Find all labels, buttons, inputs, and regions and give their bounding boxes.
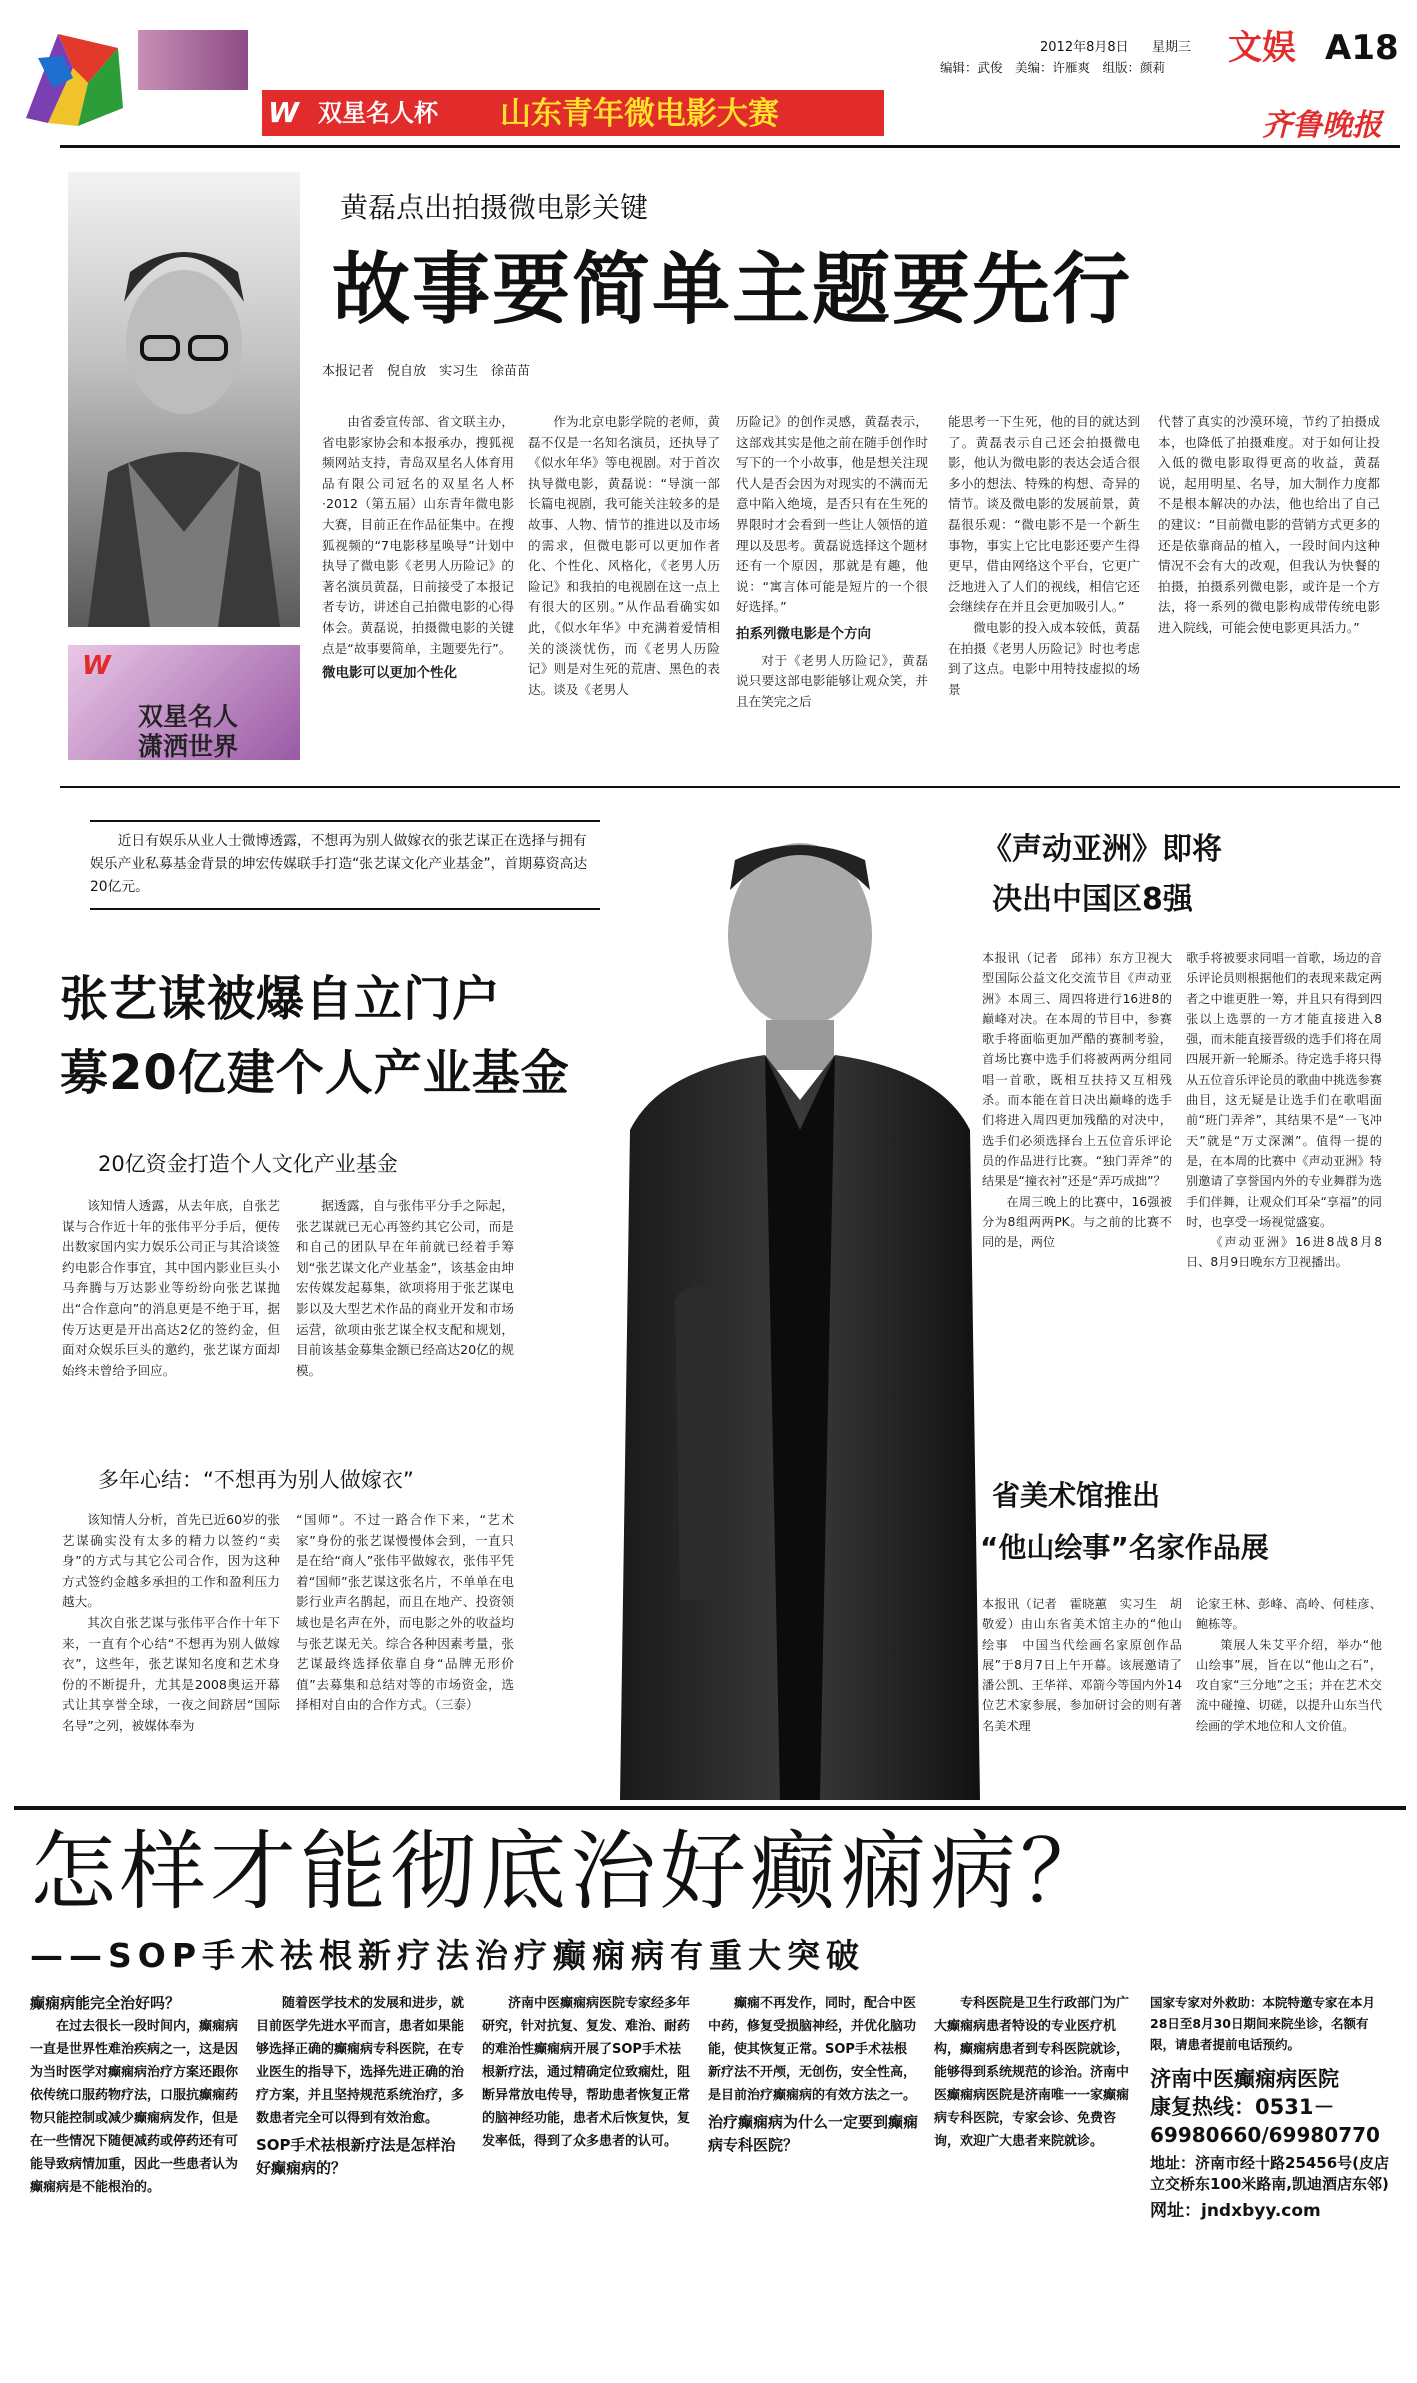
article3-col1-text: 东方卫视大型国际公益文化交流节目《声动亚洲》本周三、周四将进行16进8的巅峰对决。在本周的节目中，参赛歌手将面临更加严酷的赛制考验，首场比赛中选手们将被两两分组同唱一首歌，既相互扶持又互相残杀。而本能在首日决出巅峰的选手们将进入周四更加残酷的对决中，选手们必须选择台上五位音乐评论员的作品进行比赛。“独门弄斧”的结果是“撞衣衬”还是“弄巧成拙”？ [982,951,1173,1189]
star-logo-icon [18,28,128,128]
section-name: 文娱 [1228,28,1296,68]
ad-col5 [934,1992,1134,2153]
ad-brand-icon: W [82,651,111,681]
ad-col2 [256,1992,466,2180]
article2-p2b-text: “国师”。不过一路合作下来，“艺术家”身份的张艺谋慢慢体会到，一直只是在给“商人”张伟平做嫁衣，张伟平凭着“国师”张艺谋这张名片，不单单在电影行业声名鹊起，而且在地产、投资领域也是名声在外，而电影之外的收益均与张艺谋无关。综合各种因素考量，张艺谋最终选择依靠自身“品牌无形价值”去募集和总结对等的市场资金，选择相对自由的合作方式。 [296,1512,514,1713]
ad-c5-text: 专科医院是卫生行政部门为广大癫痫病患者特设的专业医疗机构，癫痫病患者到专科医院就诊，能够得到系统规范的诊治。济南中医癫痫病医院是济南唯一一家癫痫病专科医院，专家会诊、免费咨询，欢迎广大患者来院就诊。 [934,1996,1130,2149]
article2-p2b [296,1510,514,1716]
article1-headline: 故事要简单主题要先行 [332,245,1133,335]
ad-col1 [30,1992,240,2199]
article4-col2b-text: 策展人朱艾平介绍，举办“他山绘事”展，旨在以“他山之石”，攻自家“三分地”之玉；并在艺术交流中碰撞、切磋，以提升山东当代绘画的学术地位和人文价值。 [1196,1637,1382,1733]
article1-col4-text: 能思考一下生死，他的目的就达到了。黄磊表示自己还会拍摄微电影，他认为微电影的表达会适合很多小的想法、特殊的构想、奇异的情节。谈及微电影的发展前景，黄磊很乐观：“微电影不是一个新生事物，事实上它比电影还要产生得更早，借由网络这个平台，它更广泛地进入了人们的视线，相信它还会继续存在并且会更加吸引人。” [948,414,1140,615]
article1-col4b-text: 微电影的投入成本较低，黄磊在拍摄《老男人历险记》时也考虑到了这点。电影中用特技虚拟的场景 [948,619,1140,697]
article3-col1b-text: 在周三晚上的比赛中，16强被分为8组两两PK。与之前的比赛不同的是，两位 [982,1194,1172,1250]
section-rule-1 [60,786,1400,788]
article4-col1-text: 由山东省美术馆主办的“他山绘事 中国当代绘画名家原创作品展”于8月7日上午开幕。该展邀请了潘公凯、王华祥、邓箭今等国内外14位艺术家参展，参加研讨会的则有著名美术理 [982,1617,1182,1733]
article1-sub1: 微电影可以更加个性化 [322,665,457,682]
huang-lei-ad-box [68,645,300,760]
article3-col2-text: 歌手将被要求同唱一首歌，场边的音乐评论员则根据他们的表现来裁定两者之中谁更胜一筹，并且只有得到四张以上选票的一方才能直接进入8强，而未能直接晋级的选手们将在周四展开新一轮厮杀。待定选手将只得从五位音乐评论员的歌曲中挑选参赛曲目，这无疑是让选手们在歌唱面前“班门弄斧”，其结果不是“一飞冲天”就是“万丈深渊”。值得一提的是，在本周的比赛中《声动亚洲》特别邀请了享誉国内外的专业舞群为选手们伴舞，让观众们耳朵“享福”的同时，也享受一场视觉盛宴。 [1186,951,1382,1229]
editors-line: 编辑：武俊 美编：许雁爽 组版：颜莉 [940,60,1166,75]
article1-sub2: 拍系列微电影是个方向 [736,625,871,642]
ad-c2-text: 随着医学技术的发展和进步，就目前医学先进水平而言，患者如果能够选择正确的癫痫病专科医院，在专业医生的指导下，选择先进正确的治疗方案，并且坚持规范系统治疗，多数患者完全可以得到有效治愈。 [256,1996,465,2126]
ad-address: 地址：济南市经十路25456号(皮店立交桥东100米路南,凯迪酒店东邻) [1150,2154,1390,2193]
article4-col1 [982,1594,1182,1736]
article4-headline-2: “他山绘事”名家作品展 [980,1531,1269,1564]
brand-logo-icon: W [268,96,299,129]
ad-c4-text: 癫痫不再发作，同时，配合中医中药，修复受损脑神经，并优化脑功能，使其恢复正常。SOP手术祛根新疗法不开颅，无创伤，安全性高，是目前治疗癫痫病的有效方法之一。 [708,1996,917,2103]
paper-name: 齐鲁晚报 [1262,108,1382,143]
contest-title: 山东青年微电影大赛 [500,96,779,132]
article2-sub2: 多年心结：“不想再为别人做嫁衣” [98,1468,414,1492]
article4-col2 [1196,1594,1382,1736]
issue-weekday: 星期三 [1152,40,1192,55]
article1-col2 [528,412,720,700]
ad-col3 [482,1992,692,2153]
ad-hotline-label: 康复热线： [1150,2095,1255,2119]
ad-c6-text: 国家专家对外救助：本院特邀专家在本月28日至8月30日期间来院坐诊，名额有限，请患者提前电话预约。 [1150,1995,1376,2052]
article2-sign: （三泰） [434,1697,479,1713]
article2-headline-1: 张艺谋被爆自立门户 [60,971,502,1027]
article3-col2 [1186,948,1382,1273]
article2-p1b: 据透露，自与张伟平分手之际起，张艺谋就已无心再签约其它公司，而是和自己的团队早在年前就已经着手筹划“张艺谋文化产业基金”，该基金由坤宏传媒发起募集，欲项将用于张艺谋电影以及大型艺术作品的商业开发和市场运营，欲项由张艺谋全权支配和规划，目前该基金募集金额已经高达20亿的规模。 [296,1198,514,1378]
article2-lead-box [90,820,600,910]
article3-headline-1: 《声动亚洲》即将 [982,832,1222,867]
article1-col3 [736,412,928,712]
header-rule [60,145,1400,148]
ad-col6 [1150,1992,1390,2222]
article4-col2-text: 论家王林、彭峰、高岭、何桂彦、鲍栋等。 [1196,1597,1382,1632]
header-photo-banner [138,30,248,90]
article1-col5 [1158,412,1380,639]
article3-col1 [982,948,1172,1252]
issue-date: 2012年8月8日 [1040,40,1129,55]
article1-col4 [948,412,1140,700]
ad-headline: 怎样才能彻底治好癫痫病？ [30,1822,1110,1922]
article3-byline-and-text [982,948,1172,1192]
ad-hotline1: 0531－ [1255,2095,1335,2119]
article1-col1 [322,412,514,684]
article2-col2 [296,1196,514,1381]
ad-hotline-label-line [1150,2093,1390,2121]
ad-hotline2: 69980660/69980770 [1150,2123,1380,2147]
article1-col1-text: 由省委宣传部、省文联主办，省电影家协会和本报承办，搜狐视频网站支持，青岛双星名人体育用品有限公司冠名的双星名人杯·2012（第五届）山东青年微电影大赛，目前正在作品征集中。在搜狐视频的“7电影移星唤导”计划中执导了微电影《老男人历险记》的著名演员黄磊，日前接受了本报记者专访，讲述自己拍微电影的心得体会。黄磊说，拍摄微电影的关键点是“故事要简单，主题要先行”。 [322,414,514,656]
article2-headline-2: 募20亿建个人产业基金 [60,1045,570,1101]
article2-p2a: 该知情人分析，首先已近60岁的张艺谋确实没有太多的精力以签约“卖身”的方式与其它公司合作，因为这种方式签约金越多承担的工作和盈利压力越大。 [62,1512,280,1610]
brand-logo-text: 双星名人杯 [318,99,438,127]
huang-lei-photo [68,172,300,627]
ad-line2: 潇洒世界 [138,732,239,761]
ad-c1-title: 癫痫病能完全治好吗？ [30,1994,181,2012]
page-number: A18 [1325,28,1399,68]
article1-col3b-text: 对于《老男人历险记》，黄磊说只要这部电影能够让观众笑，并且在笑完之后 [736,652,928,709]
article3-byline: 本报讯（记者 邱祎） [982,951,1110,965]
article2-p1a: 该知情人透露，从去年底，自张艺谋与合作近十年的张伟平分手后，便传出数家国内实力娱乐公司正与其洽谈签约电影合作事宜，其中国内影业巨头小马奔腾与万达影业等纷纷向张艺谋抛出“合作意向”的消息更是不绝于耳，据传万达更是开出高达2亿的签约金，但面对众娱乐巨头的邀约，张艺谋方面却始终未曾给予回应。 [62,1198,280,1378]
article4-headline-1: 省美术馆推出 [992,1479,1161,1512]
ad-c2-title: SOP手术祛根新疗法是怎样治好癫痫病的？ [256,2136,456,2177]
article1-kicker: 黄磊点出拍摄微电影关键 [340,191,649,224]
ad-subline: ——SOP手术祛根新疗法治疗癫痫病有重大突破 [30,1936,866,1975]
ad-c3-text: 济南中医癫痫病医院专家经多年研究，针对抗复、复发、难治、耐药的难治性癫痫病开展了SOP手术祛根新疗法，通过精确定位致痫灶，阻断异常放电传导，帮助患者恢复正常的脑神经功能，患者术后恢复快，复发率低，得到了众多患者的认可。 [482,1996,691,2149]
article2-col3 [62,1510,280,1737]
article1-col5-text: 代替了真实的沙漠环境，节约了拍摄成本，也降低了拍摄难度。对于如何让投入低的微电影取得更高的收益，黄磊说，起用明星、名导，加大制作力度都不是根本解决的办法，他也给出了自己的建议：“目前微电影的营销方式更多的还是依靠商品的植入，一段时间内这种情况不会有大的改观，但我认为快餐的拍摄，拍摄系列微电影，或许是一个方法，将一系列的微电影构成带传统电影进入院线，可能会使电影更具活力。” [1158,414,1380,635]
article2-p2a2: 其次自张艺谋与张伟平合作十年下来，一直有个心结“不想再为别人做嫁衣”，这些年，张艺谋知名度和艺术身份的不断提升，尤其是2008奥运开幕式让其享誉全球，一夜之间跻居“国际名导”之列，被媒体奉为 [62,1614,280,1733]
article3-col2b-text: 《声动亚洲》16进8战8月8日、8月9日晚东方卫视播出。 [1186,1235,1382,1270]
article1-col2-text: 作为北京电影学院的老师，黄磊不仅是一名知名演员，还执导了《似水年华》等电视剧。对于首次执导微电影，黄磊说：“导演一部长篇电视剧，我可能关注较多的是故事、人物、情节的推进以及市场的需求，但微电影可以更加作者化、个性化、风格化，《老男人历险记》和我拍的电视剧在这一点上有很大的区别。”从作品看确实如此，《似水年华》中充满着爱情相关的淡淡忧伤，而《老男人历险记》则是对生死的荒唐、黑色的表达。谈及《老男人 [528,414,720,697]
zhang-yimou-photo [590,800,1010,1800]
ad-website: 网址：jndxbyy.com [1150,2201,1321,2221]
ad-c4-title: 治疗癫痫病为什么一定要到癫痫病专科医院？ [708,2113,919,2154]
ad-line1: 双星名人 [138,702,239,731]
article2-lead: 近日有娱乐从业人士微博透露，不想再为别人做嫁衣的张艺谋正在选择与拥有娱乐产业私募基金背景的坤宏传媒联手打造“张艺谋文化产业基金”，首期募资高达20亿元。 [90,833,588,895]
ad-hospital: 济南中医癫痫病医院 [1150,2067,1339,2091]
article3-headline-2: 决出中国区8强 [992,882,1193,917]
ad-c1-text: 在过去很长一段时间内，癫痫病一直是世界性难治疾病之一，这是因为当时医学对癫痫病治疗方案还跟你依传统口服药物疗法，口服抗癫痫药物只能控制或减少癫痫病发作，但是在一些情况下随便减药或停药还有可能导致病情加重，因此一些患者认为癫痫病是不能根治的。 [30,2019,239,2195]
article2-col4 [296,1510,514,1716]
article4-byline: 本报讯（记者 霍晓蕙 实习生 胡敬爱） [982,1597,1182,1632]
article2-sub1: 20亿资金打造个人文化产业基金 [98,1152,398,1176]
article1-col3-text: 历险记》的创作灵感，黄磊表示，这部戏其实是他之前在随手创作时写下的一个小故事，他是想关注现代人是否会因为对现实的不满而无意中陷入绝境，是否只有在生死的界限时才会看到一些让人领悟的道理以及思考。黄磊说选择这个题材还有一个原因，那就是有趣，他说：“寓言体可能是短片的一个很好选择。” [736,414,928,615]
article1-byline: 本报记者 倪自放 实习生 徐苗苗 [322,364,531,379]
article2-col1 [62,1196,280,1381]
article4-byline-and-text [982,1594,1182,1736]
header [0,0,1417,150]
ad-col4 [708,1992,918,2157]
